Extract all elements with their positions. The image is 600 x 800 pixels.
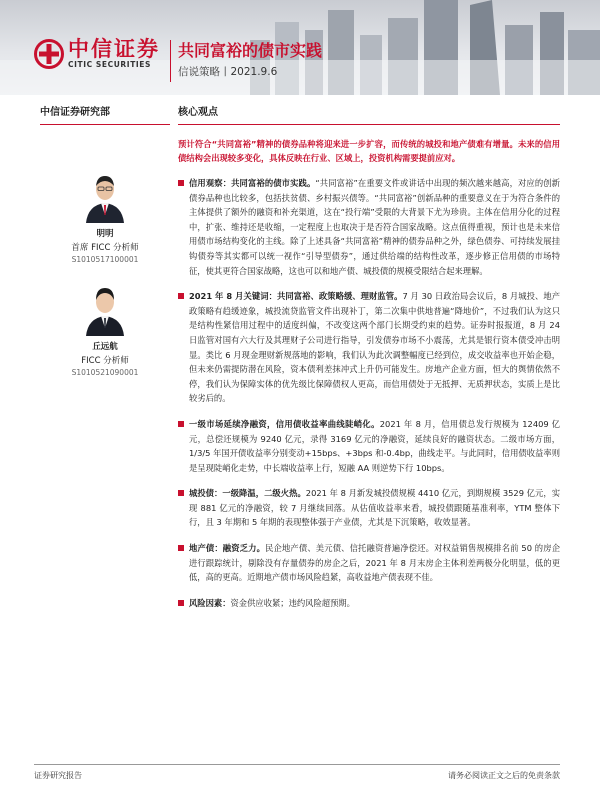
square-bullet-icon (178, 600, 184, 606)
analyst-name: 丘远航 (92, 342, 118, 352)
square-bullet-icon (178, 293, 184, 299)
key-point-paragraph (178, 596, 560, 611)
key-point-paragraph (178, 486, 560, 530)
department-label: 中信证券研究部 (40, 103, 170, 125)
paragraph-lead: 一级市场延续净融资，信用债收益率曲线陡峭化。 (189, 418, 380, 429)
square-bullet-icon (178, 490, 184, 496)
key-point-paragraph (178, 417, 560, 475)
citic-logo-icon (34, 39, 64, 69)
report-title: 共同富裕的债市实践 (178, 41, 323, 60)
analyst-name: 明明 (96, 229, 114, 239)
analyst-card (40, 169, 170, 264)
paragraph-lead: 城投债：一级降温，二级火热。 (189, 488, 306, 499)
square-bullet-icon (178, 545, 184, 551)
analyst-title: 首席 FICC 分析师 (71, 243, 139, 253)
analyst-photo-icon (80, 169, 130, 223)
footer-report-type: 证券研究报告 (34, 771, 82, 780)
analyst-license-id: S1010521090001 (71, 368, 139, 377)
section-title: 核心观点 (178, 103, 560, 125)
analyst-photo-icon (80, 282, 130, 336)
main-content (178, 103, 560, 610)
analyst-card (40, 282, 170, 377)
brand-logo (34, 38, 160, 70)
page-header (0, 0, 600, 95)
analyst-title: FICC 分析师 (81, 356, 129, 366)
paragraph-lead: 风险因素： (189, 597, 231, 608)
key-point-paragraph (178, 541, 560, 585)
analyst-license-id: S1010517100001 (71, 255, 139, 264)
abstract-text: 预计符合“共同富裕”精神的债券品种将迎来进一步扩容，而传统的城投和地产债难有增量。未来的信用债结构会出现较多变化，具体反映在行业、区域上，投资机构需要提前应对。 (178, 139, 560, 163)
footer-disclaimer: 请务必阅读正文之后的免责条款 (448, 771, 560, 780)
paragraph-body: 2021 年 8 月，信用债总发行规模为 12409 亿元，总偿还规模为 9240 亿元，录得 3169 亿元的净融资，延续良好的融资状态。二级市场方面，1/3/5 年国开债收益率分别变动+15bps、+3bps 和-0.4bp，曲线走平。与此同时，信用债收益率则是呈现陡峭化走势，中长端收益率上行，短融 AA 则逆势下行 10bps。 (189, 418, 560, 473)
paragraph-lead: 2021 年 8 月关键词：共同富裕、政策略缓、理财监管。 (189, 291, 403, 302)
logo-chinese-text: 中信证券 (68, 37, 160, 61)
square-bullet-icon (178, 421, 184, 427)
paragraph-lead: 地产债：融资乏力。 (189, 543, 266, 554)
paragraph-body: 民企地产债、美元债、信托融资普遍净偿还。对权益销售规模排名前 50 的房企进行跟踪统计，剔除没有存量债券的房企之后，2021 年 8 月末房企主体利差两极分化明显，低的更低，高的更高。近期地产债市场风险趋紧，高收益地产债表现不佳。 (189, 543, 560, 583)
logo-english-text: CITIC SECURITIES (68, 60, 152, 69)
footer-divider (34, 764, 560, 765)
key-point-paragraph (178, 289, 560, 406)
paragraph-body: “共同富裕”在重要文件或讲话中出现的频次越来越高，对应的创新债券品种也比较多，包括扶贫债、乡村振兴债等。“共同富裕”创新品种的重要意义在于为符合条件的主体提供了额外的融资和补充渠道，这在“投行端”受限的大背景下尤为珍贵。主体在信用分化的过程中，扩张、维持还是收缩，一定程度上也取决于是否符合国家战略。这点值得重视，预计也是未来信用债市场结构变化的主线。除了上述具备“共同富裕”精神的债券品种之外，绿色债券、可持续发展挂钩债券等其实都可以统一视作“引导型债券”，通过供给端的结构性改革，逐步修正信用债的市场特征，使其更符合国家战略，这也可以和地产债、城投债的规模受限结合起来理解。 (189, 178, 560, 276)
square-bullet-icon (178, 180, 184, 186)
report-subtitle: 信说策略丨2021.9.6 (178, 66, 278, 78)
paragraph-lead: 信用观察：共同富裕的债市实践。 (189, 178, 316, 188)
paragraph-body: 资金供应收紧；违约风险超预期。 (230, 597, 355, 608)
key-point-paragraph (178, 176, 560, 278)
paragraph-body: 2021 年 8 月新发城投债规模 4410 亿元，到期规模 3529 亿元，实现 881 亿元的净融资，较 7 月继续回落。从估值收益率来看，城投债跟随基准利率，YTM 整体下行，且 3 年期和 5 年期的表现整体强于产业债，尤其是下沉策略，收效显著。 (189, 488, 560, 528)
paragraph-body: 7 月 30 日政治局会议后，8 月城投、地产政策略有趋缓迹象，城投流贷监管文件出现补丁，第二次集中供地普遍“降地价”，不过我们认为这只是结构性紧信用过程中的适度纠偏，不改变这两个部门长期受约束的趋势。证券时报报道，8 月 24 日监管对国有六大行及其理财子公司进行指导，引发债券市场不小震荡，尤其是银行资本债受冲击明显。类比 6 月现金理财新规落地的影响，我们认为此次调整幅度已经到位，成交收益率也开始企稳，但未来仍需提防潜在风险，资本债利差抹冲式上升仍可能发生。房地产企业方面，恒大的舆情依然不停，我们认为保障实体的优先级比保障债权人更高，而信用债处于无抵押、无质押状态，实质上是比较劣后的。 (189, 291, 560, 404)
header-divider (170, 40, 171, 82)
analyst-sidebar (40, 103, 170, 377)
